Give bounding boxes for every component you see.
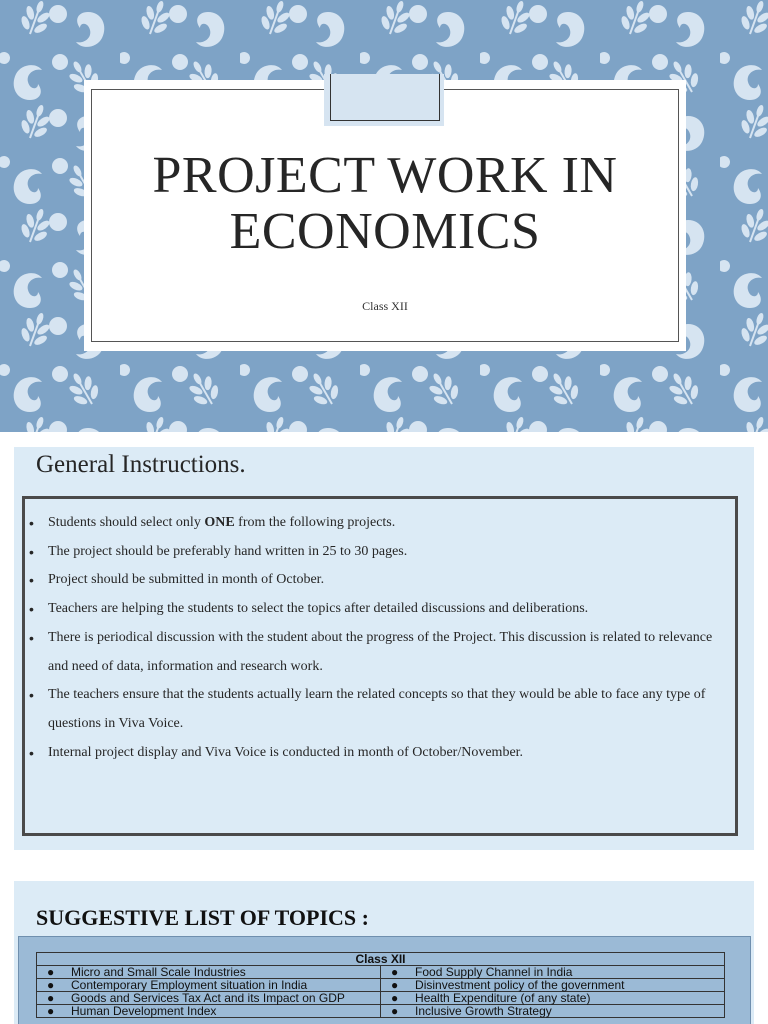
topics-slide	[14, 881, 754, 1024]
table-cell: ● Inclusive Growth Strategy	[381, 1005, 725, 1018]
table-header-row	[37, 953, 725, 966]
topics-heading: SUGGESTIVE LIST OF TOPICS :	[36, 905, 369, 930]
title-tab-outline	[330, 74, 440, 121]
bullet-icon: ●	[47, 965, 55, 979]
table-row	[37, 992, 725, 1005]
table-cell: ● Food Supply Channel in India	[381, 966, 725, 979]
instruction-item: • Internal project display and Viva Voice is conducted in month of October/November.	[29, 739, 725, 768]
table-header: Class XII	[37, 953, 725, 966]
slide-subtitle: Class XII	[362, 299, 408, 313]
instruction-item: • Project should be submitted in month of October.	[29, 566, 725, 595]
bullet-icon: ●	[391, 1004, 399, 1018]
instructions-list	[29, 509, 725, 767]
bullet-icon: ●	[391, 991, 399, 1005]
table-row	[37, 1005, 725, 1018]
bullet-icon: ●	[391, 965, 399, 979]
instruction-item: • The project should be preferably hand written in 25 to 30 pages.	[29, 538, 725, 567]
table-cell: ● Contemporary Employment situation in India	[37, 979, 381, 992]
bullet-icon: ●	[391, 978, 399, 992]
table-cell: ● Micro and Small Scale Industries	[37, 966, 381, 979]
title-slide	[0, 0, 768, 432]
bullet-icon: ●	[47, 1004, 55, 1018]
instruction-item: • There is periodical discussion with the student about the progress of the Project. This discussion is related to relevance and need of data, information and research work.	[29, 624, 725, 681]
bullet-icon: ●	[47, 991, 55, 1005]
table-cell: ● Health Expenditure (of any state)	[381, 992, 725, 1005]
emphasis-text: ONE	[204, 515, 235, 530]
instructions-heading: General Instructions.	[36, 451, 246, 478]
instructions-slide	[14, 447, 754, 850]
table-cell: ● Goods and Services Tax Act and its Impact on GDP	[37, 992, 381, 1005]
table-cell: ● Disinvestment policy of the government	[381, 979, 725, 992]
bullet-icon: ●	[47, 978, 55, 992]
table-row	[37, 966, 725, 979]
slide-title: PROJECT WORK IN ECONOMICS	[152, 147, 618, 260]
topics-table	[36, 952, 725, 1018]
instruction-item: • Teachers are helping the students to select the topics after detailed discussions and deliberations.	[29, 595, 725, 624]
instructions-box	[22, 496, 738, 836]
table-row	[37, 979, 725, 992]
instruction-item: • The teachers ensure that the students actually learn the related concepts so that they would be able to face any type of questions in Viva Voice.	[29, 681, 725, 738]
topics-table-panel	[18, 936, 751, 1024]
instruction-item: • Students should select only ONE from the following projects.	[29, 509, 725, 538]
table-cell: ● Human Development Index	[37, 1005, 381, 1018]
